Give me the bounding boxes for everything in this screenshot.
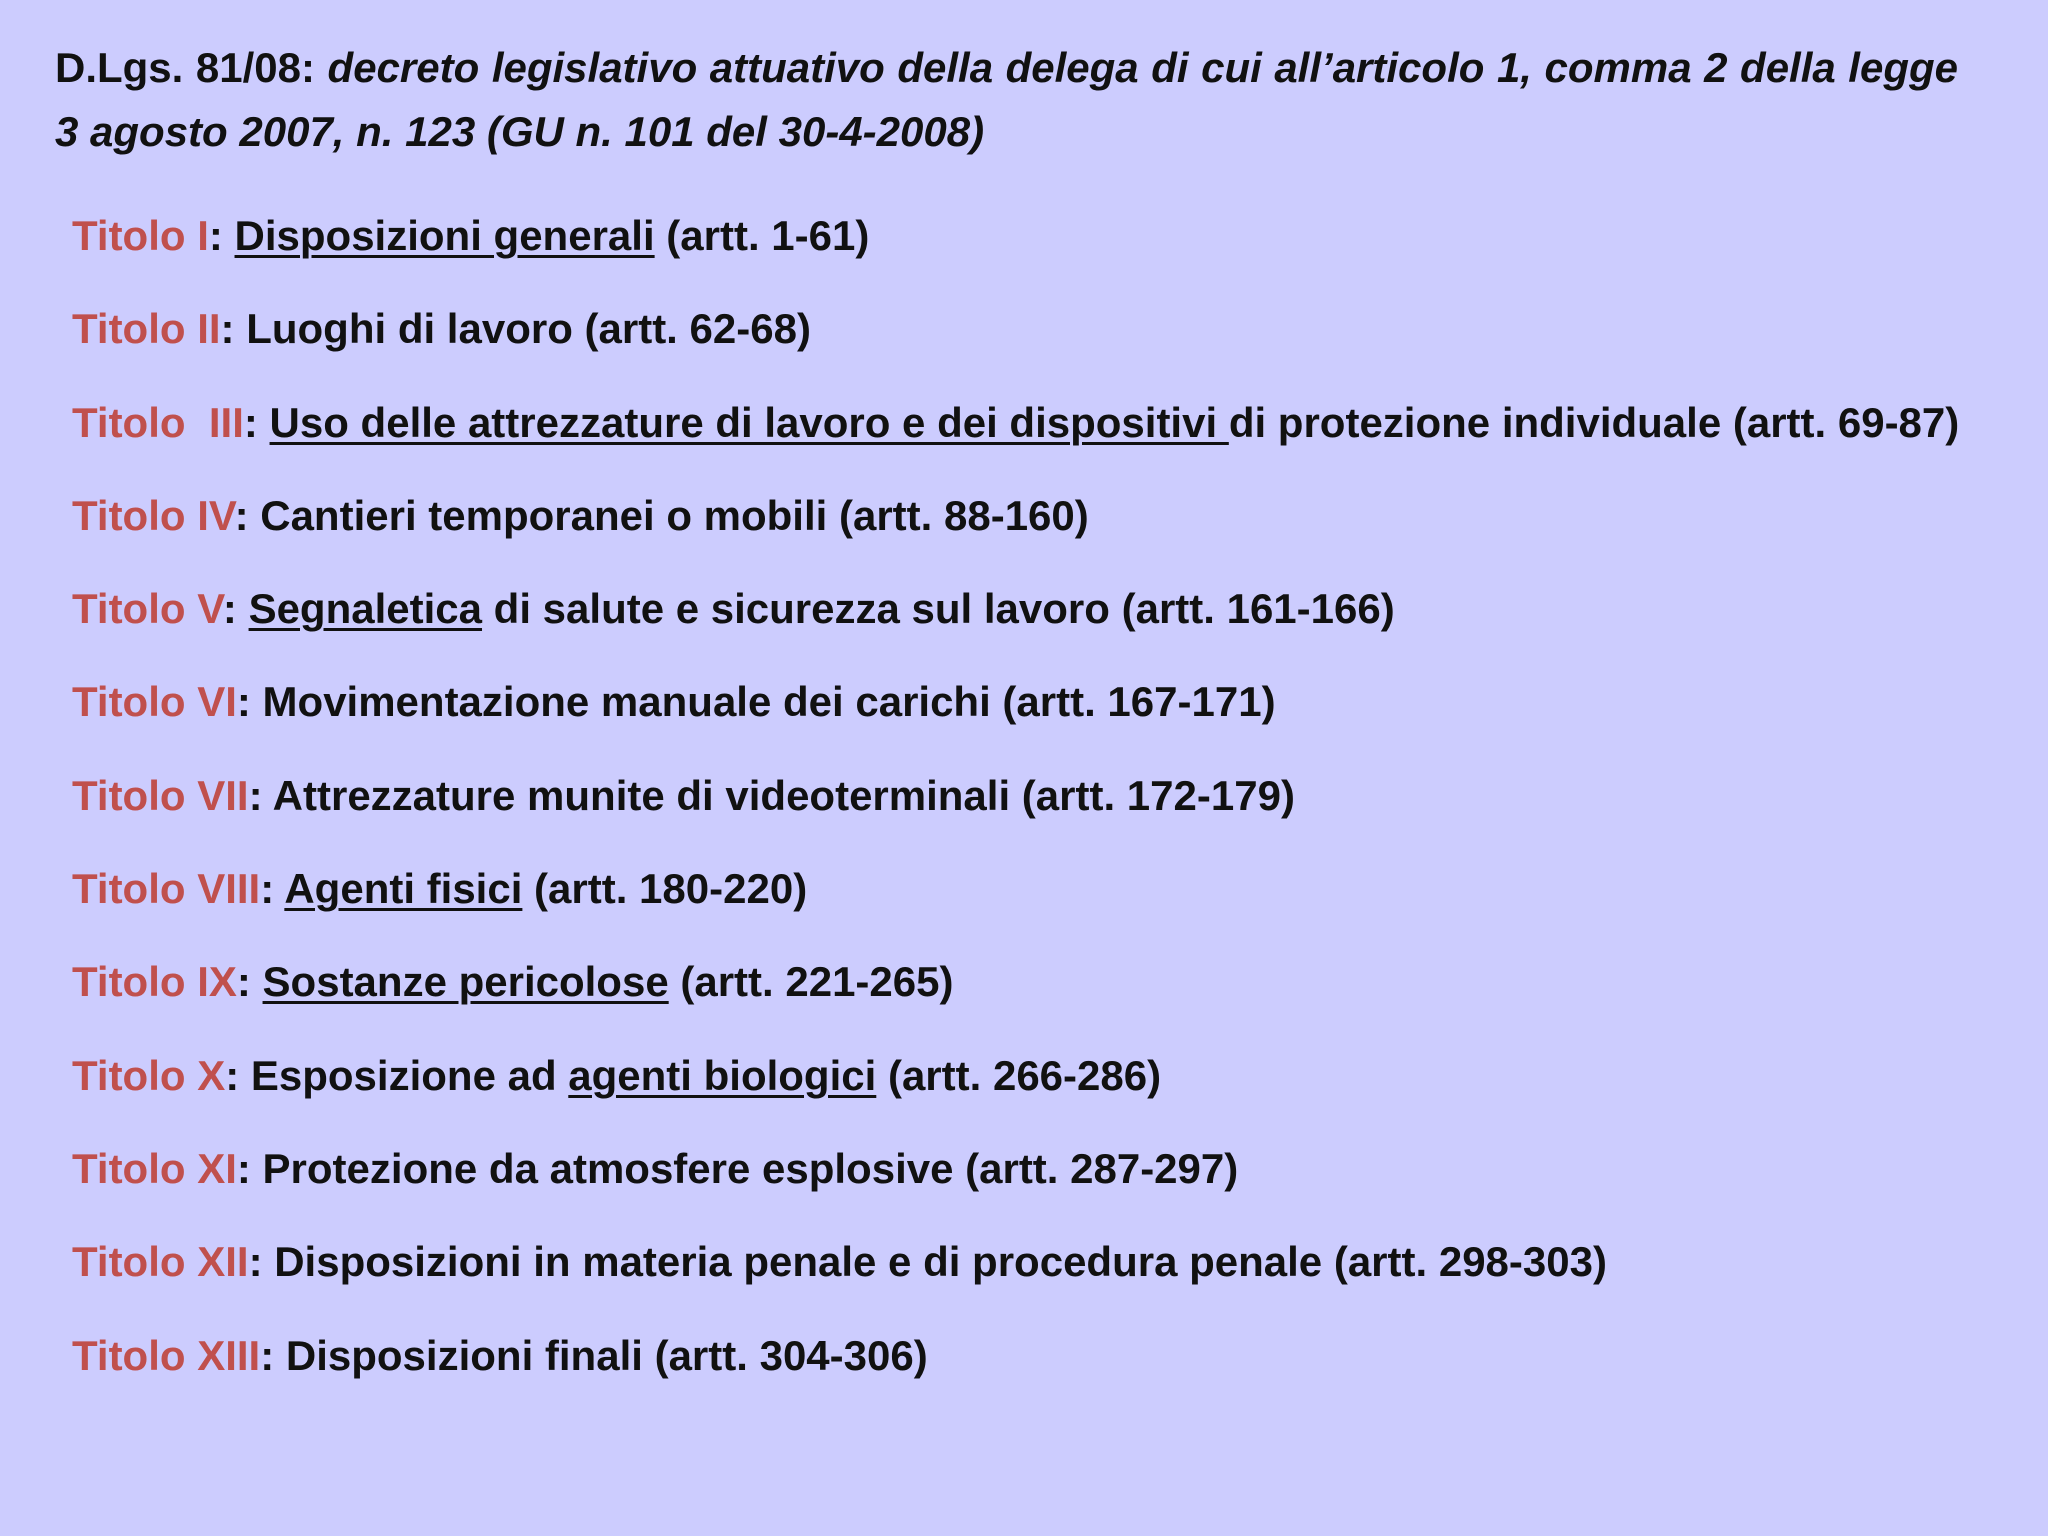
titolo-label: Titolo VI [72,678,237,726]
titolo-text-after: (artt. 180-220) [522,865,808,913]
titolo-separator: : [248,1238,275,1286]
titolo-underlined-text: Segnaletica [248,585,483,633]
titolo-text: Esposizione ad [250,1051,569,1099]
heading-separator: : [301,44,328,91]
titolo-underlined-text: Disposizioni generali [234,212,655,259]
titolo-separator: : [220,305,247,353]
titoli-list [72,205,2027,1418]
titolo-item [72,671,2027,733]
titolo-underlined-text: Agenti fisici [284,865,523,913]
titolo-text-after: (artt. 266-286) [876,1051,1162,1099]
titolo-item [72,485,2027,547]
titolo-label: Titolo VII [72,771,249,819]
titolo-item [72,1325,2027,1387]
heading-description: decreto legislativo attuativo della delega di cui all’articolo 1, comma 2 della legge 3 agosto 2007, n. 123 (GU n. 101 del 30-4-2008) [55,44,1959,155]
titolo-label: Titolo I [72,212,209,259]
titolo-label: Titolo XII [72,1238,249,1286]
titolo-item [72,1231,2027,1293]
titolo-label: Titolo VIII [72,865,261,913]
titolo-item [72,1138,2027,1200]
titolo-text: Disposizioni in materia penale e di procedura penale (artt. 298-303) [274,1238,1607,1286]
titolo-label: Titolo XIII [72,1331,261,1379]
titolo-separator: : [260,865,285,913]
titolo-label: Titolo X [72,1051,226,1099]
titolo-text-after: di protezione individuale (artt. 69-87) [1228,398,1960,446]
slide-heading [55,36,1958,164]
titolo-separator: : [236,958,263,1006]
titolo-item [72,858,2027,920]
titolo-label: Titolo V [72,585,223,633]
titolo-text: Protezione da atmosfere esplosive (artt. 287-297) [262,1144,1239,1192]
titolo-item [72,1045,2027,1107]
titolo-text: Disposizioni finali (artt. 304-306) [285,1331,928,1379]
titolo-separator: : [222,585,249,633]
titolo-item [72,298,2027,360]
titolo-label: Titolo III [72,398,244,446]
titolo-label: Titolo IX [72,958,237,1006]
titolo-separator: : [236,1144,263,1192]
titolo-underlined-text: Uso delle attrezzature di lavoro e dei dispositivi [269,398,1229,446]
titolo-separator: : [234,491,261,539]
titolo-text-after: (artt. 1-61) [654,212,870,259]
titolo-separator: : [248,771,273,819]
titolo-separator: : [243,398,270,446]
titolo-text-after: di salute e sicurezza sul lavoro (artt. 161-166) [482,585,1395,633]
titolo-text: Cantieri temporanei o mobili (artt. 88-160) [260,491,1089,539]
titolo-text-after: (artt. 221-265) [668,958,954,1006]
titolo-separator: : [236,678,263,726]
titolo-item [72,578,2027,640]
titolo-item [72,392,2027,454]
titolo-item [72,951,2027,1013]
titolo-underlined-text: Sostanze pericolose [262,958,669,1006]
titolo-label: Titolo XI [72,1144,237,1192]
titolo-separator: : [260,1331,286,1379]
titolo-separator: : [225,1051,251,1099]
titolo-item [72,765,2027,827]
titolo-item [72,205,2027,267]
titolo-label: Titolo IV [72,491,235,539]
titolo-label: Titolo II [72,305,221,353]
heading-code: D.Lgs. 81/08 [55,44,301,91]
titolo-underlined-text: agenti biologici [568,1051,877,1099]
titolo-separator: : [208,212,235,259]
titolo-text: Attrezzature munite di videoterminali (artt. 172-179) [272,771,1295,819]
titolo-text: Movimentazione manuale dei carichi (artt. 167-171) [262,678,1276,726]
titolo-text: Luoghi di lavoro (artt. 62-68) [246,305,811,353]
